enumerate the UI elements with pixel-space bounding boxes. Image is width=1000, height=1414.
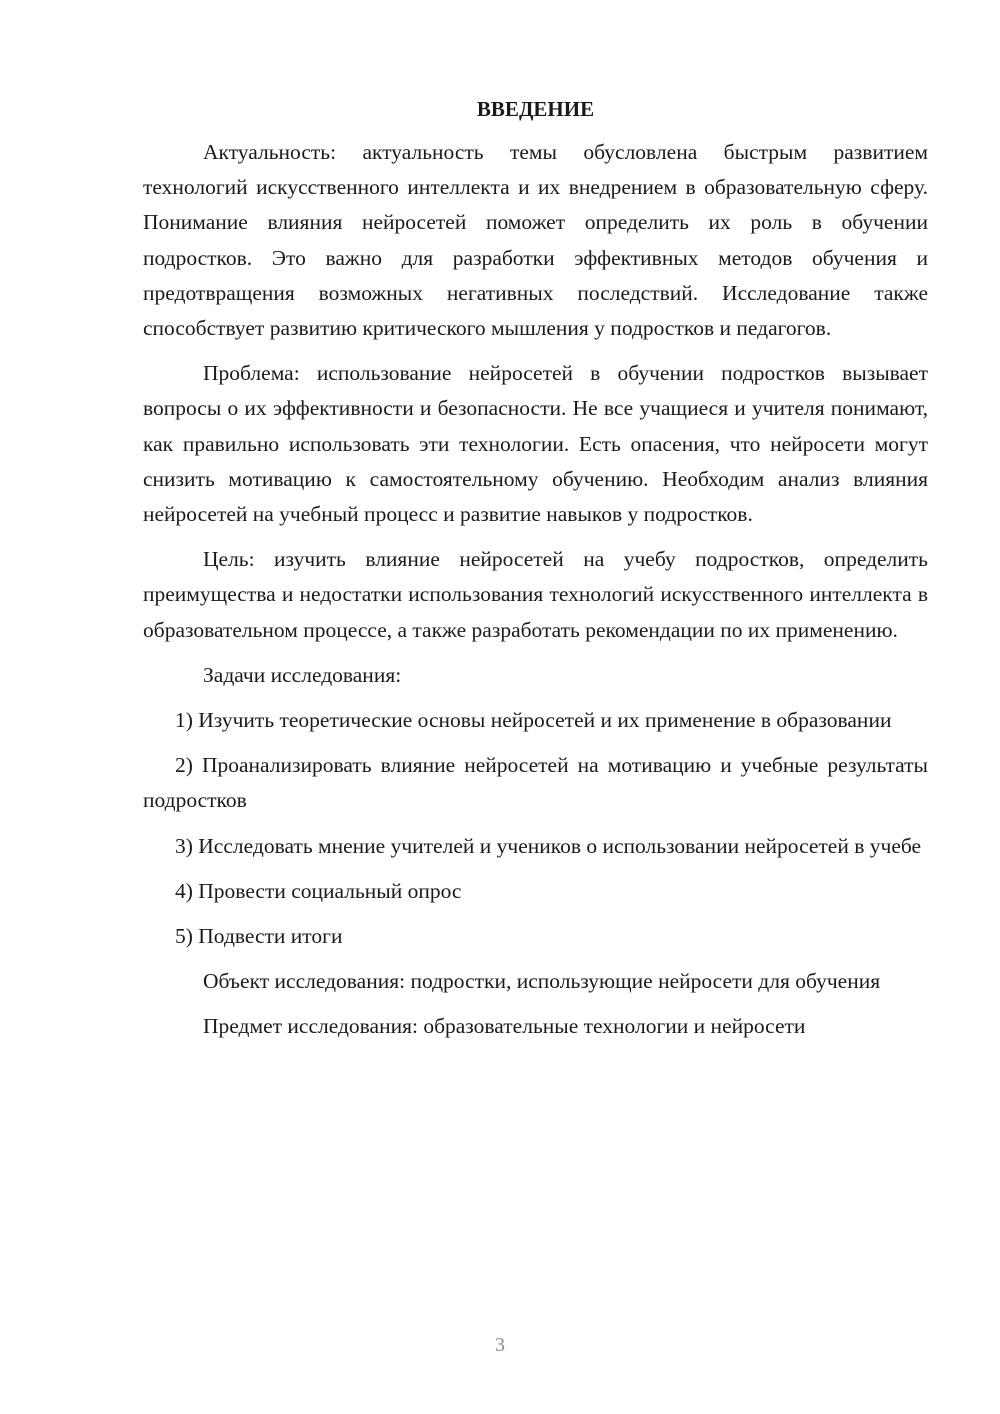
task-item: 5) Подвести итоги — [175, 924, 343, 949]
task-item: 2) Проанализировать влияние нейросетей на мотивацию и учебные результаты подростков — [143, 753, 928, 813]
tasks-heading: Задачи исследования: — [203, 662, 402, 687]
task-item: 1) Изучить теоретические основы нейросетей и их применение в образовании — [175, 708, 892, 733]
relevance-paragraph: Актуальность: актуальность темы обусловлена быстрым развитием технологий искусственного интеллекта и их внедрением в образовательную сферу. Понимание влияния нейросетей поможет определить их роль в обучении подростков. Это важно для разработки эффективных методов обучения и предотвращения возможных негативных последствий. Исследование также способствует развитию критического мышления у подростков и педагогов. — [143, 140, 928, 341]
subject-paragraph: Предмет исследования: образовательные технологии и нейросети — [203, 1014, 806, 1039]
goal-paragraph: Цель: изучить влияние нейросетей на учебу подростков, определить преимущества и недостатки использования технологий искусственного интеллекта в образовательном процессе, а также разработать рекомендации по их применению. — [143, 547, 928, 642]
object-paragraph: Объект исследования: подростки, использующие нейросети для обучения — [203, 969, 881, 994]
task-item: 4) Провести социальный опрос — [175, 878, 462, 903]
task-item: 3) Исследовать мнение учителей и учеников о использовании нейросетей в учебе — [175, 833, 922, 858]
page-title: ВВЕДЕНИЕ — [476, 97, 595, 121]
problem-paragraph: Проблема: использование нейросетей в обучении подростков вызывает вопросы о их эффективности и безопасности. Не все учащиеся и учителя понимают, как правильно использовать эти технологии. Есть опасения, что нейросети могут снизить мотивацию к самостоятельному обучению. Необходим анализ влияния нейросетей на учебный процесс и развитие навыков у подростков. — [143, 361, 928, 527]
page-content — [143, 92, 928, 1055]
page-number: 3 — [495, 1334, 505, 1356]
